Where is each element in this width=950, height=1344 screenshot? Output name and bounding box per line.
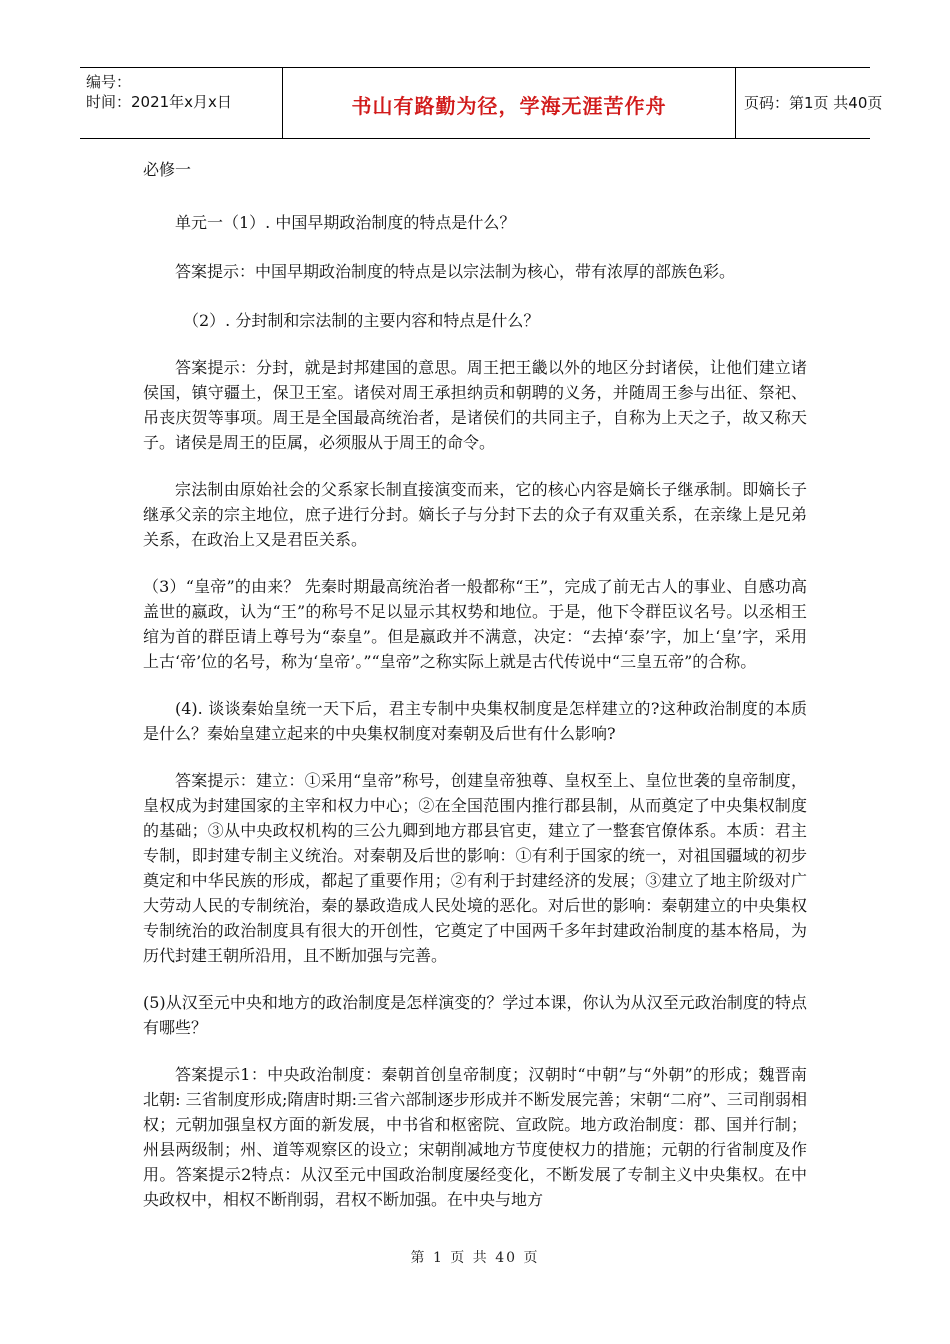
document-body <box>143 152 807 1212</box>
question-answer-3: （3）“皇帝”的由来？ 先秦时期最高统治者一般都称“王”，完成了前无古人的事业、自感功高盖世的嬴政，认为“王”的称号不足以显示其权势和地位。于是，他下令群臣议名号。以丞相王绾为首的群臣请上尊号为“泰皇”。但是嬴政并不满意，决定：“去掉‘泰’字，加上‘皇’字，采用上古‘帝’位的名号，称为‘皇帝’。”“皇帝”之称实际上就是古代传说中“三皇五帝”的合称。 <box>143 577 807 671</box>
answer-2-continued: 宗法制由原始社会的父系家长制直接演变而来，它的核心内容是嫡长子继承制。即嫡长子继承父亲的宗主地位，庶子进行分封。嫡长子与分封下去的众子有双重关系，在亲缘上是兄弟关系，在政治上又是君臣关系。 <box>143 480 807 549</box>
answer-1: 答案提示：中国早期政治制度的特点是以宗法制为核心，带有浓厚的部族色彩。 <box>175 262 736 281</box>
header-motto: 书山有路勤为径，学海无涯苦作舟 <box>351 94 667 118</box>
answer-4: 答案提示：建立：①采用“皇帝”称号，创建皇帝独尊、皇权至上、皇位世袭的皇帝制度，皇权成为封建国家的主宰和权力中心；②在全国范围内推行郡县制，从而奠定了中央集权制度的基础；③从中央政权机构的三公九卿到地方郡县官吏，建立了一整套官僚体系。本质：君主专制，即封建专制主义统治。对秦朝及后世的影响：①有利于国家的统一，对祖国疆域的初步奠定和中华民族的形成，都起了重要作用；②有利于封建经济的发展；③建立了地主阶级对广大劳动人民的专制统治，秦的暴政造成人民处境的恶化。对后世的影响：秦朝建立的中央集权专制统治的政治制度具有很大的开创性，它奠定了中国两千多年封建政治制度的基本格局，为历代封建王朝所沿用，且不断加强与完善。 <box>143 771 807 965</box>
answer-5: 答案提示1：中央政治制度：秦朝首创皇帝制度；汉朝时“中朝”与“外朝”的形成；魏晋南北朝: 三省制度形成;隋唐时期:三省六部制逐步形成并不断发展完善；宋朝“二府”、三司削弱相权；元朝加强皇权方面的新发展，中书省和枢密院、宣政院。地方政治制度：郡、国并行制；州县两级制；州、道等观察区的设立；宋朝削减地方节度使权力的措施；元朝的行省制度及作用。答案提示2特点：从汉至元中国政治制度屡经变化，不断发展了专制主义中央集权。在中央政权中，相权不断削弱，君权不断加强。在中央与地方 <box>143 1065 807 1209</box>
header-page-cell <box>736 68 883 138</box>
header-motto-cell <box>282 68 736 138</box>
answer-2: 答案提示：分封，就是封邦建国的意思。周王把王畿以外的地区分封诸侯，让他们建立诸侯国，镇守疆土，保卫王室。诸侯对周王承担纳贡和朝聘的义务，并随周王参与出征、祭祀、吊丧庆贺等事项。周王是全国最高统治者，是诸侯们的共同主子，自称为上天之子，故又称天子。诸侯是周王的臣属，必须服从于周王的命令。 <box>143 358 807 452</box>
document-number-label: 编号： <box>86 73 132 91</box>
header-meta-cell <box>80 68 280 138</box>
question-4: (4). 谈谈秦始皇统一天下后，君主专制中央集权制度是怎样建立的?这种政治制度的本质是什么？秦始皇建立起来的中央集权制度对秦朝及后世有什么影响? <box>143 699 807 743</box>
page-header <box>80 67 883 139</box>
question-2: （2）. 分封制和宗法制的主要内容和特点是什么？ <box>183 311 540 330</box>
question-1: 单元一（1）. 中国早期政治制度的特点是什么？ <box>175 213 516 232</box>
question-5: (5)从汉至元中央和地方的政治制度是怎样演变的？学过本课，你认为从汉至元政治制度的特点有哪些？ <box>143 993 807 1037</box>
section-title: 必修一 <box>143 160 192 179</box>
page-footer: 第 1 页 共 40 页 <box>410 1250 540 1266</box>
header-page-info: 页码：第1页 共40页 <box>744 94 883 112</box>
document-date-label: 时间：2021年x月x日 <box>86 93 232 111</box>
